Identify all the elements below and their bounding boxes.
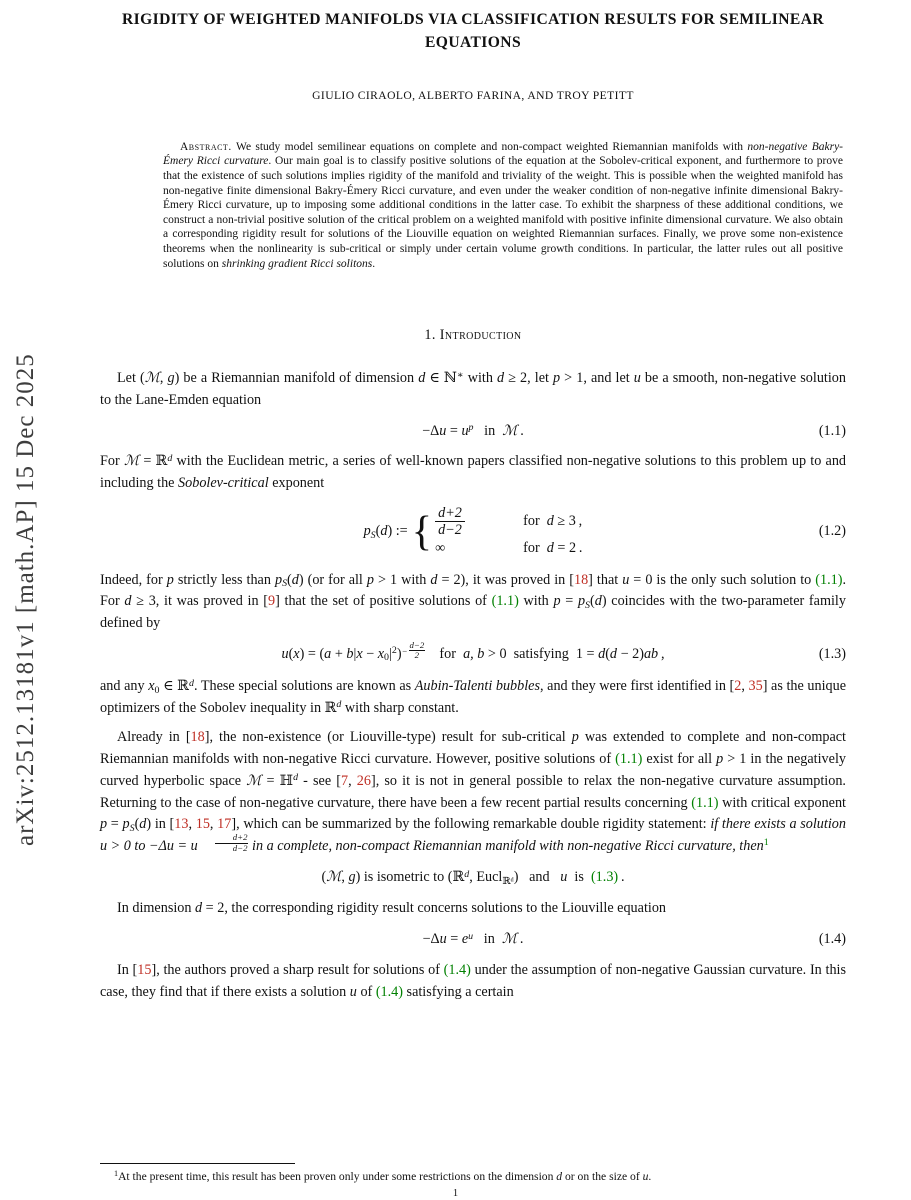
equation-1-3-body: $u(x) = (a + b|x - x0|^2)-$ $\frac{d-2}{2}$ for a, b > 0 satisfying 1 = d(d − 2)ab , [281,639,665,664]
citation-link[interactable]: 9 [267,593,276,610]
equation-1-3 [100,639,846,666]
section-heading: 1. Introduction [424,327,522,344]
arxiv-watermark: arXiv:2512.13181v1 [math.AP] 15 Dec 2025 [12,353,39,847]
citation-link[interactable]: 15 [195,816,210,833]
intro-paragraph-5: Already in [18], the non-existence (or Liouville-type) result for sub-critical p was extended to complete and non-compact Riemannian manifolds with non-negative Ricci curvature. However, positive solutions of (1.1) exist for all p > 1 in the negatively curved hyperbolic space ℳ = ℍ$^d$ - see [7, 26], so it is not in general possible to relax the non-negative curvature assumption. Returning to the case of non-negative curvature, there have been a few recent partial results concerning (1.1) with critical exponent p = pS(d) in [13, 15, 17], which can be summarized by the following remarkable double rigidity statement: if there exists a solution u > 0 to −Δu = u $\frac{d+2}{d-2}$ in a complete, non-compact Riemannian manifold with non-negative Ricci curvature, then$^1$ [100,729,846,855]
cases-brace: { [411,508,433,556]
intro-paragraph-1: Let (ℳ, g) be a Riemannian manifold of dimension d ∈ ℕ∗ with d ≥ 2, let p > 1, and let u be a smooth, non-negative solution to the Lane-Emden equation [100,369,846,408]
footnote-ref-link[interactable]: 1 [763,837,769,849]
equation-1-1 [100,422,846,442]
intro-paragraph-6: In dimension d = 2, the corresponding rigidity result concerns solutions to the Liouville equation [117,900,667,917]
equation-ref-link[interactable]: (1.1) [815,571,843,588]
equation-1-4-number: (1.4) [818,930,846,947]
cases-block [435,505,582,560]
citation-link[interactable]: 2 [734,678,742,695]
equation-ref-link[interactable]: (1.1) [615,751,643,768]
equation-ref-link[interactable]: (1.1) [491,593,519,610]
abstract-text: We study model semilinear equations on complete and non-compact weighted Riemannian manifolds with non-negative Bakry-Émery Ricci curvature. Our main goal is to classify positive solutions of the equation at the Sobolev-critical exponent, and furthermore to prove that the existence of such solutions implies rigidity of the manifold and triviality of the weight. This is possible when the weighted manifold has non-negative finite dimensional Bakry-Émery Ricci curvature, and even under the weaker condition of non-negative infinite dimensional Bakry-Émery Ricci curvature, up to imposing some additional conditions in the latter case. To exhibit the sharpness of these additional conditions, we construct a non-trivial positive solution of the critical problem on a weighted manifold with positive infinite dimensional curvature. We also obtain a corresponding rigidity result for solutions of the Liouville equation on weighted Riemannian surfaces. Finally, we prove some non-existence theorems when the nonlinearity is sub-critical or simply under certain volume growth conditions. In particular, the latter rules out all positive solutions on shrinking gradient Ricci solitons. [163,140,844,270]
equation-1-4 [100,930,846,950]
case-1-condition: for d ≥ 3 , [523,512,583,529]
equation-1-4-body: $-\Delta u = e^u$ in ℳ . [422,930,524,947]
abstract-label: Abstract. [180,140,232,153]
paper-authors: GIULIO CIRAOLO, ALBERTO FARINA, AND TROY PETITT [312,88,634,102]
intro-paragraph-2: For ℳ = ℝ$^d$ with the Euclidean metric, a series of well-known papers classified non-negative solutions to this problem up to and including the Sobolev-critical exponent [100,452,847,492]
display-rigidity-statement: (ℳ, g) is isometric to (ℝ$^d$, Euclℝᵈ) and u is (1.3) . [321,868,625,887]
citation-link[interactable]: 26 [356,772,371,789]
intro-paragraph-4: and any x0 ∈ ℝ$^d$. These special solutions are known as Aubin-Talenti bubbles, and they were first identified in [2, 35] as the unique optimizers of the Sobolev inequality in ℝ$^d$ with sharp constant. [100,677,847,716]
case-2-condition: for d = 2 . [523,540,583,557]
fraction: $\frac{d+2}{d-2}$ [198,833,249,854]
equation-1-2-number: (1.2) [818,523,846,540]
citation-link[interactable]: 15 [137,961,152,978]
equation-1-1-body: $-\Delta u = u^p$ in ℳ . [422,422,524,439]
citation-link[interactable]: 35 [748,678,763,695]
citation-link[interactable]: 13 [174,816,189,833]
footnote-text: $^1$At the present time, this result has been proven only under some restrictions on the dimension d or on the size of u. [114,1169,652,1183]
footnote-area [100,1163,846,1184]
case-1-value: d+2 d−2 [435,505,497,539]
equation-ref-link[interactable]: (1.4) [375,983,403,1000]
citation-link[interactable]: 18 [573,571,589,588]
fraction: − $\frac{d-2}{2}$ [401,639,425,661]
equation-1-2 [100,505,846,560]
equation-1-2-lhs: pS(d) := [363,523,408,541]
equation-ref-link[interactable]: (1.1) [691,794,719,811]
abstract [163,140,843,271]
case-row-2 [435,539,582,560]
footnote-rule [100,1163,295,1164]
citation-link[interactable]: 18 [190,729,205,746]
equation-ref-link[interactable]: (1.4) [443,961,471,978]
case-row-1 [435,505,582,539]
page-number: 1 [452,1188,459,1199]
intro-paragraph-7: In [15], the authors proved a sharp result for solutions of (1.4) under the assumption of non-negative Gaussian curvature. In this case, they find that if there exists a solution u of (1.4) satisfying a certain [100,961,847,1000]
paper-content [100,8,846,1003]
paper-title: RIGIDITY OF WEIGHTED MANIFOLDS VIA CLASSIFICATION RESULTS FOR SEMILINEAR EQUATIONS [121,11,825,52]
equation-1-2-body [364,505,583,560]
equation-1-3-number: (1.3) [818,646,846,663]
case-2-value: ∞ [435,540,446,557]
citation-link[interactable]: 17 [217,816,232,833]
equation-1-1-number: (1.1) [818,422,846,439]
citation-link[interactable]: 7 [341,772,349,789]
equation-ref-link[interactable]: (1.3) [590,869,619,886]
intro-paragraph-3: Indeed, for p strictly less than pS(d) (or for all p > 1 with d = 2), it was proved in [18] that u = 0 is the only such solution to (1.1). For d ≥ 3, it was proved in [9] that the set of positive solutions of (1.1) with p = pS(d) coincides with the two-parameter family defined by [100,571,846,631]
